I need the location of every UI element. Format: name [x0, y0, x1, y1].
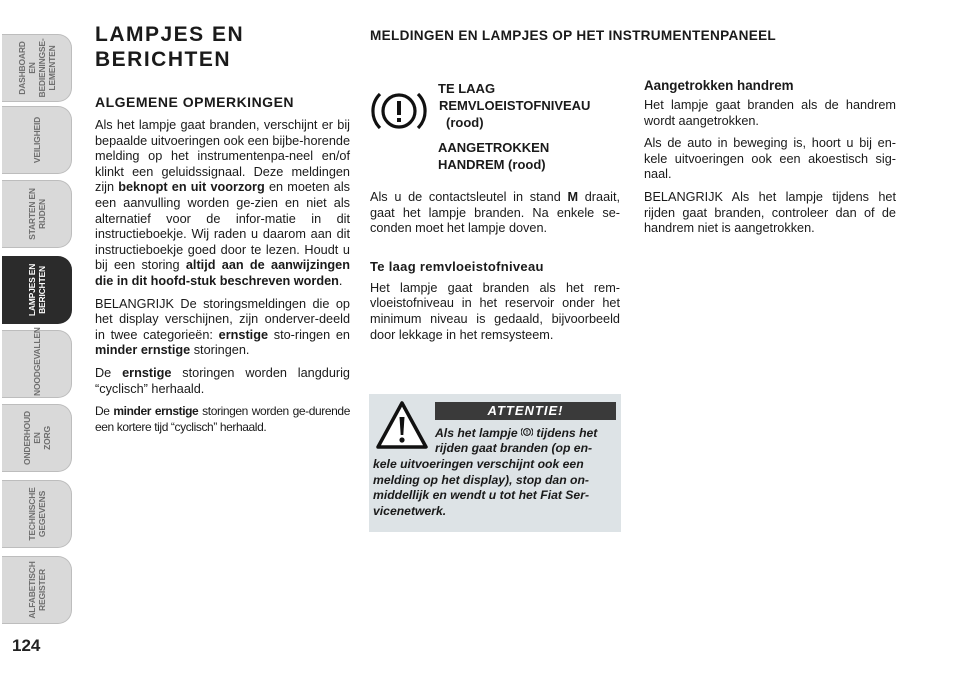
subheading: Te laag remvloeistofniveau	[370, 258, 544, 274]
text: .	[338, 273, 343, 288]
handbrake-column	[644, 78, 896, 244]
text: storingen worden langdurig “cyclisch” herhaald.	[95, 365, 350, 396]
tab-label: NOODGEVALLEN	[31, 327, 42, 396]
lamp-title-line: AANGETROKKEN	[438, 140, 550, 155]
lamp-title-line: (rood)	[446, 115, 484, 130]
tab-veiligheid[interactable]	[2, 106, 72, 174]
lamp-title	[438, 80, 590, 173]
chapter-title	[95, 22, 350, 72]
text: Als u de contactsleutel in stand	[370, 190, 568, 204]
emphasis: minder ernstige	[95, 343, 191, 358]
intro-paragraph	[95, 118, 350, 290]
lamp-title-line: TE LAAG	[438, 81, 496, 96]
tab-label: LAMPJES EN BERICHTEN	[26, 263, 47, 317]
emphasis: beknopt en uit voorzorg	[118, 180, 265, 195]
handbrake-heading: Aangetrokken handrem	[644, 78, 794, 93]
handbrake-paragraph-3: BELANGRIJK Als het lampje tijdens het rijden gaat branden, controleer dan of de handrem niet is aangetrokken.	[644, 189, 896, 236]
tab-label: VEILIGHEID	[31, 116, 42, 164]
tab-technische[interactable]	[2, 480, 72, 548]
text: draait, gaat het lampje branden. Na enkele se-conden moet het lampje doven.	[370, 190, 621, 236]
tab-onderhoud[interactable]	[2, 404, 72, 472]
chapter-title-line1: LAMPJES EN	[95, 23, 245, 46]
emphasis: M	[567, 190, 579, 204]
text: Als het lampje	[435, 426, 522, 440]
lamp-title-line: HANDREM (rood)	[438, 157, 546, 172]
page-number: 124	[12, 636, 41, 655]
fluid-paragraph: Het lampje gaat branden als het rem-vloeistofniveau in het reservoir onder het minimum niveau is gedaald, bijvoorbeeld door lekkage in het remsysteem.	[370, 280, 620, 342]
text: storingen worden ge-durende een kortere tijd “cyclisch” herhaald.	[95, 404, 350, 434]
text: BELANGRIJK De storingsmeldingen die op het display verschijnen, zijn onderver-deeld in twee categorieën:	[95, 296, 350, 342]
emphasis: minder ernstige	[113, 404, 199, 419]
brake-warning-icon	[370, 82, 428, 140]
minor-paragraph	[95, 404, 350, 435]
text: tijdens het rijden gaat branden (op en-	[435, 426, 598, 455]
handbrake-paragraph-1: Het lampje gaat branden als de handrem wordt aangetrokken.	[644, 98, 896, 128]
tab-lampjes[interactable]	[2, 256, 72, 324]
tab-label: ONDERHOUD EN ZORG	[21, 411, 52, 465]
text: sto-ringen en	[268, 327, 350, 342]
tab-noodgevallen[interactable]	[2, 327, 72, 398]
emphasis: altijd aan de aanwijzingen die in dit hoofd-stuk beschreven worden	[95, 258, 350, 288]
emphasis: ernstige	[122, 365, 172, 380]
chapter-tabs	[0, 0, 76, 677]
tab-label: STARTEN EN RIJDEN	[26, 188, 47, 240]
tab-label: ALFABETISCH REGISTER	[26, 561, 47, 619]
tab-dashboard[interactable]	[2, 34, 72, 102]
text: Als het lampje gaat branden, verschijnt er bij bepaalde uitvoeringen ook een bijbe-horende melding op het instrumentenpa-neel en/of klinkt een geluidssignaal. Deze meldingen zijn	[95, 118, 350, 195]
categories-paragraph	[95, 297, 350, 359]
ignition-paragraph	[370, 190, 620, 237]
lamp-title-line: REMVLOEISTOFNIVEAU	[439, 98, 591, 113]
text: en moeten als een aanvulling worden ge-zien en niet als alternatief voor de infor-matie in dit instructieboekje. Wij raden u daarom aan dit instructieboekje goed door te lezen. Houdt u bij een storing	[95, 180, 350, 273]
emphasis: ernstige	[218, 327, 269, 342]
attention-label: ATTENTIE!	[435, 402, 616, 420]
text: storingen.	[190, 343, 250, 358]
section-title: MELDINGEN EN LAMPJES OP HET INSTRUMENTENPANEEL	[370, 28, 777, 43]
attention-text: kele uitvoeringen verschijnt ook een melding op het display), stop dan on-middellijk en wendt u tot het Fiat Ser-vicenetwerk.	[373, 457, 590, 518]
brake-fluid-column	[370, 190, 620, 350]
section-heading: ALGEMENE OPMERKINGEN	[95, 94, 295, 110]
text: De	[95, 365, 123, 380]
tab-register[interactable]	[2, 556, 72, 624]
chapter-title-line2: BERICHTEN	[95, 48, 232, 71]
warning-triangle-icon	[376, 401, 428, 449]
tab-label: TECHNISCHE GEGEVENS	[26, 487, 47, 541]
serious-paragraph	[95, 366, 350, 397]
tab-starten[interactable]	[2, 180, 72, 248]
handbrake-paragraph-2: Als de auto in beweging is, hoort u bij en-kele uitvoeringen ook een akoestisch sig-naal.	[644, 136, 896, 182]
tab-label: DASHBOARD EN BEDIENINGSE- LEMENTEN	[16, 38, 57, 98]
attention-lead	[435, 426, 616, 456]
general-notes-column	[95, 22, 350, 442]
attention-box	[369, 394, 621, 532]
brake-warning-icon	[521, 426, 533, 438]
text: De	[95, 404, 114, 419]
